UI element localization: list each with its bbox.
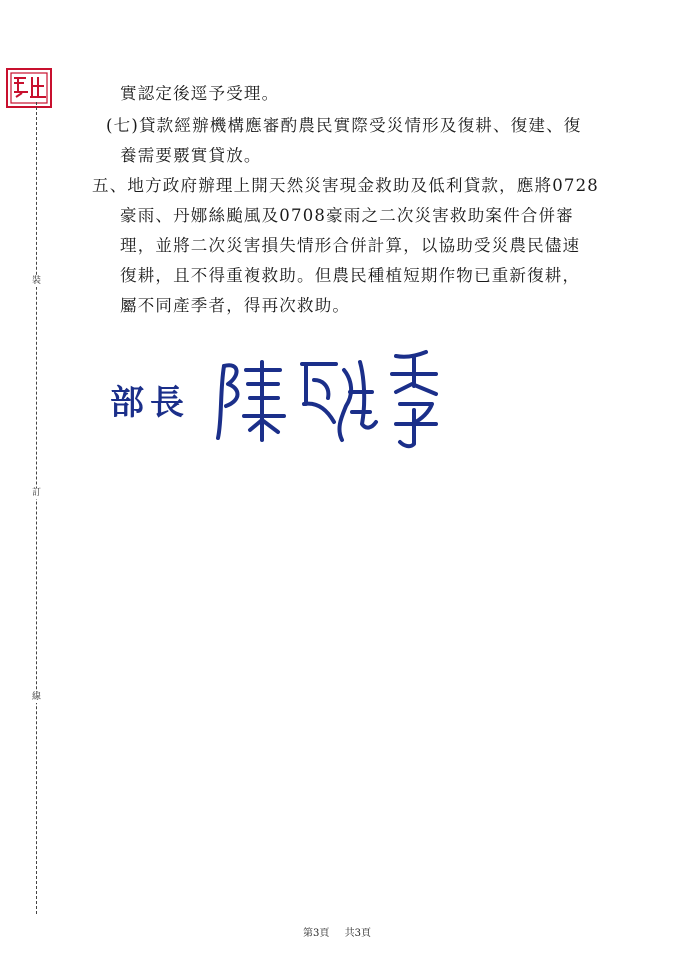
text-line: (七)貸款經辦機構應審酌農民實際受災情形及復耕、復建、復	[106, 116, 582, 135]
page-footer	[0, 924, 674, 939]
binding-line	[36, 102, 37, 914]
text-line: 養需要覈實貸放。	[120, 146, 262, 165]
text-line: 五、地方政府辦理上開天然災害現金救助及低利貸款，應將0728	[92, 176, 599, 195]
text-line: 復耕，且不得重複救助。但農民種植短期作物已重新復耕，	[120, 266, 581, 285]
handwritten-signature	[210, 340, 450, 450]
page-total: 共3頁	[344, 928, 371, 939]
official-seal-stamp	[4, 66, 54, 110]
signature-title: 部長	[110, 383, 190, 423]
text-line: 實認定後逕予受理。	[120, 84, 280, 103]
binding-mark-3: 線	[31, 692, 41, 702]
text-line: 豪雨、丹娜絲颱風及0708豪雨之二次災害救助案件合併審	[120, 206, 574, 225]
page-number: 第3頁	[303, 928, 330, 939]
binding-mark-1: 裝	[31, 276, 41, 286]
text-line: 屬不同產季者，得再次救助。	[120, 296, 351, 315]
text-line: 理，並將二次災害損失情形合併計算，以協助受災農民儘速	[120, 236, 581, 255]
binding-mark-2: 訂	[31, 488, 41, 498]
